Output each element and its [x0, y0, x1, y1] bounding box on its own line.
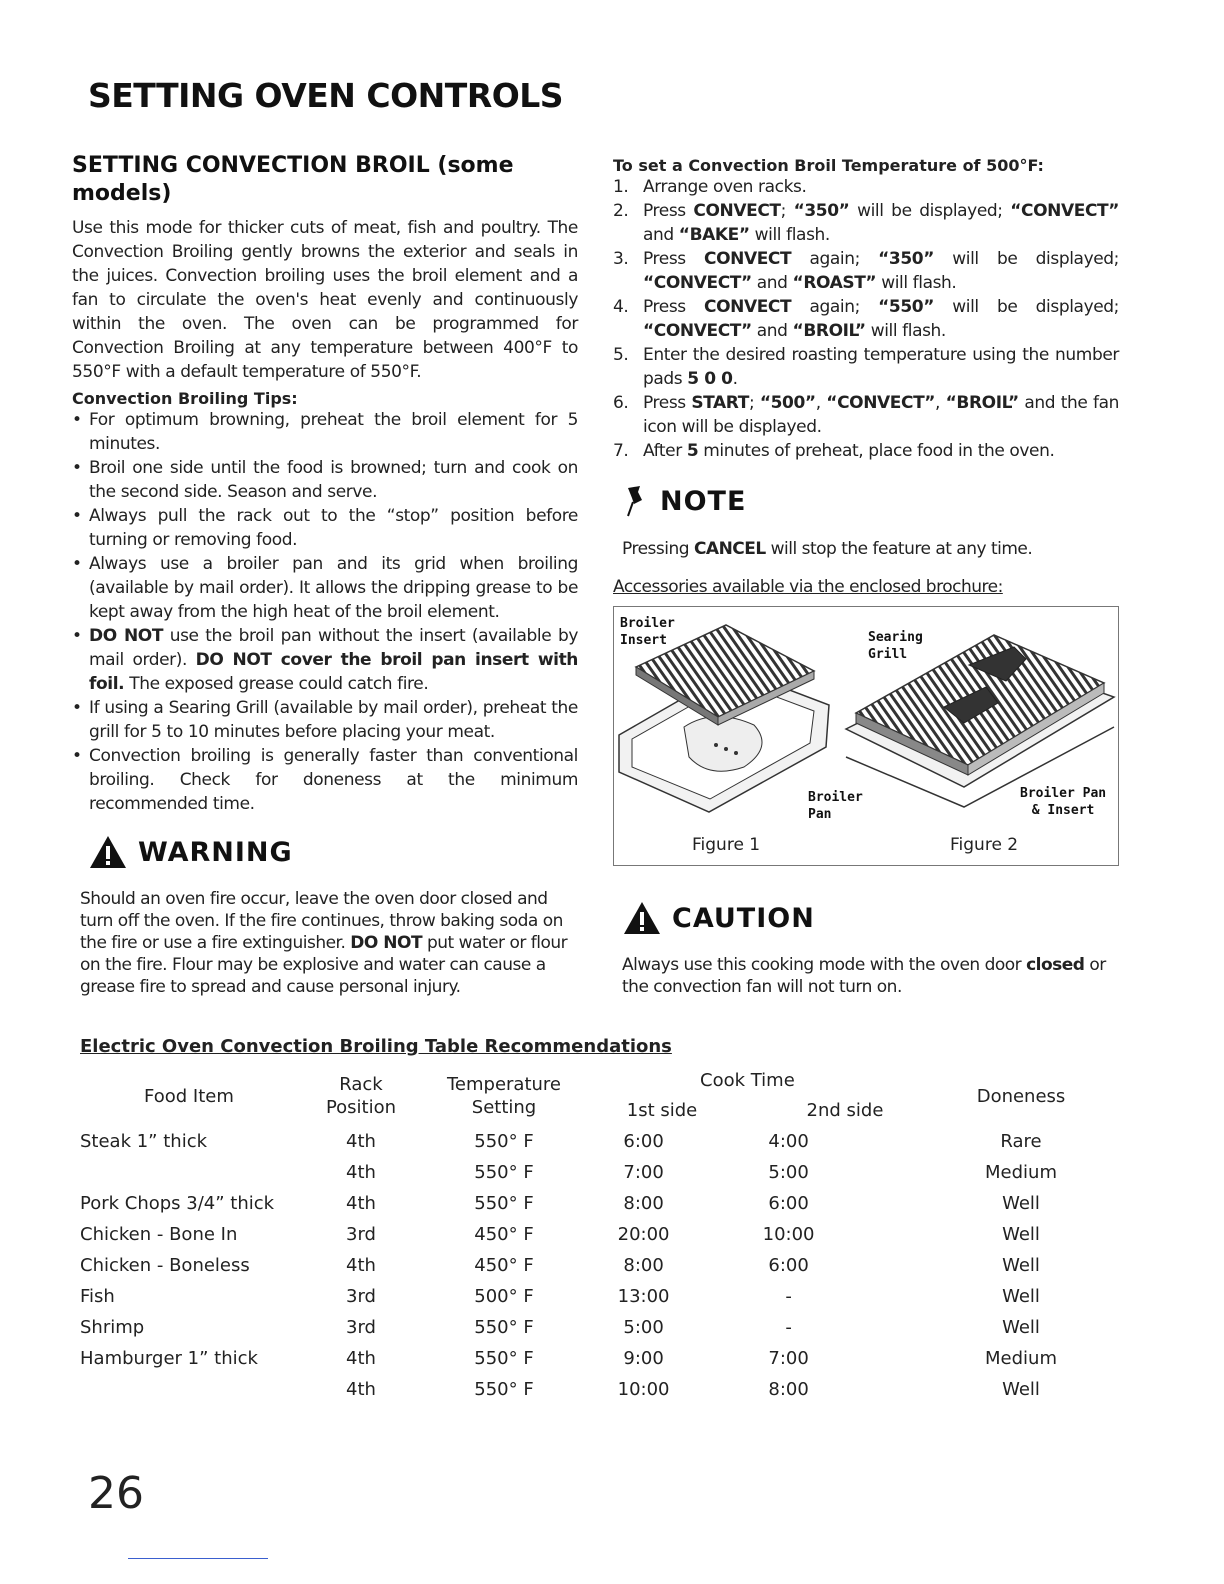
- table-cell: 10:00: [617, 1379, 670, 1400]
- caution-icon: [622, 900, 662, 936]
- table-cell: 550° F: [474, 1131, 534, 1152]
- label-broiler-pan-insert: Broiler Pan & Insert: [1020, 786, 1107, 818]
- table-cell: 550° F: [474, 1193, 534, 1214]
- steps-list: [613, 175, 1119, 463]
- table-cell: 4th: [346, 1193, 376, 1214]
- accessories-link[interactable]: Accessories available via the enclosed brochure:: [613, 577, 1003, 597]
- table-cell: -: [785, 1286, 792, 1307]
- table-body: [80, 1126, 1074, 1405]
- table-cell: 450° F: [474, 1224, 534, 1245]
- broiling-table: [80, 1066, 1074, 1405]
- table-cell: Well: [1002, 1286, 1040, 1307]
- table-cell: 500° F: [474, 1286, 534, 1307]
- page-title: SETTING OVEN CONTROLS: [88, 76, 564, 115]
- table-cell: 20:00: [617, 1224, 670, 1245]
- table-cell: 450° F: [474, 1255, 534, 1276]
- tip-item: • If using a Searing Grill (available by mail order), preheat the grill for 5 to 10 minutes before placing your meat.: [72, 698, 578, 742]
- table-cell: 7:00: [623, 1162, 664, 1183]
- step-item: 7. After 5 minutes of preheat, place food in the oven.: [613, 441, 1055, 461]
- intro-paragraph: Use this mode for thicker cuts of meat, fish and poultry. The Convection Broiling gently browns the exterior and seals in the juices. Convection broiling uses the broil element and a fan to circulate the oven's heat evenly and continuously within the oven. The oven can be programmed for Convection Broiling at any temperature between 400°F to 550°F with a default temperature of 550°F.: [72, 218, 578, 382]
- bottom-divider: [128, 1558, 268, 1559]
- table-title: Electric Oven Convection Broiling Table Recommendations: [80, 1036, 672, 1057]
- step-item: 6. Press START; “500”, “CONVECT”, “BROIL” and the fan icon will be displayed.: [613, 393, 1119, 437]
- table-cell: [80, 1157, 316, 1188]
- table-cell: Well: [1002, 1379, 1040, 1400]
- table-cell: 550° F: [474, 1379, 534, 1400]
- header-food: Food Item: [144, 1085, 234, 1107]
- table-cell: 3rd: [346, 1317, 376, 1338]
- table-row: [80, 1157, 1074, 1188]
- table-cell: Well: [1002, 1193, 1040, 1214]
- table-cell: [80, 1374, 316, 1405]
- table-cell: Medium: [985, 1162, 1057, 1183]
- table-cell: Rare: [1000, 1131, 1042, 1152]
- caution-title: CAUTION: [672, 902, 815, 934]
- warning-icon: [88, 834, 128, 870]
- table-cell: Hamburger 1” thick: [80, 1348, 258, 1369]
- table-cell: 4th: [346, 1255, 376, 1276]
- section-heading-convection-broil: SETTING CONVECTION BROIL (some models): [72, 153, 514, 206]
- table-cell: 10:00: [762, 1224, 815, 1245]
- tip-item: • Always use a broiler pan and its grid when broiling (available by mail order). It allows the dripping grease to be kept away from the high heat of the broil element.: [72, 554, 578, 622]
- right-column-steps: [613, 156, 1119, 463]
- table-cell: 6:00: [768, 1255, 809, 1276]
- figure-2-caption: Figure 2: [950, 835, 1019, 855]
- table-row: [80, 1374, 1074, 1405]
- warning-title: WARNING: [138, 836, 293, 868]
- table-cell: 3rd: [346, 1224, 376, 1245]
- bullet-icon: •: [72, 698, 82, 718]
- label-broiler-insert: Broiler Insert: [620, 616, 675, 648]
- table-cell: 6:00: [623, 1131, 664, 1152]
- table-row: [80, 1219, 1074, 1250]
- step-item: 1. Arrange oven racks.: [613, 177, 807, 197]
- table-cell: 4th: [346, 1131, 376, 1152]
- table-cell: 8:00: [768, 1379, 809, 1400]
- table-row: [80, 1343, 1074, 1374]
- table-cell: 9:00: [623, 1348, 664, 1369]
- bullet-icon: •: [72, 506, 82, 526]
- label-broiler-pan: Broiler Pan: [808, 790, 863, 822]
- table-cell: Pork Chops 3/4” thick: [80, 1193, 275, 1214]
- bullet-icon: •: [72, 626, 82, 646]
- table-cell: 4:00: [768, 1131, 809, 1152]
- table-cell: 5:00: [623, 1317, 664, 1338]
- page-number: 26: [88, 1468, 144, 1519]
- header-rack: Rack Position: [325, 1074, 397, 1118]
- tip-item: • Broil one side until the food is browned; turn and cook on the second side. Season and serve.: [72, 458, 578, 502]
- table-cell: -: [785, 1317, 792, 1338]
- table-row: [80, 1312, 1074, 1343]
- pushpin-icon: [622, 484, 650, 518]
- label-searing-grill: Searing Grill: [868, 630, 923, 662]
- caution-heading: [622, 900, 815, 936]
- note-heading: [622, 484, 746, 518]
- note-title: NOTE: [660, 485, 747, 517]
- step-item: 2. Press CONVECT; “350” will be displayed; “CONVECT” and “BAKE” will flash.: [613, 201, 1120, 245]
- table-cell: Chicken - Boneless: [80, 1255, 250, 1276]
- warning-text: Should an oven fire occur, leave the oven door closed and turn off the oven. If the fire continues, throw baking soda on the fire or use a fire extinguisher. DO NOT put water or flour on the fire. Flour may be explosive and water can cause a grease fire to spread and cause personal injury.: [80, 889, 568, 997]
- figure-1-caption: Figure 1: [692, 835, 761, 855]
- note-text: Pressing CANCEL will stop the feature at any time.: [622, 539, 1033, 559]
- table-cell: Medium: [985, 1348, 1057, 1369]
- bullet-icon: •: [72, 458, 82, 478]
- tips-title: Convection Broiling Tips:: [72, 389, 298, 408]
- header-doneness: Doneness: [976, 1085, 1066, 1107]
- tip-item: • Always pull the rack out to the “stop” position before turning or removing food.: [72, 506, 578, 550]
- table-cell: Well: [1002, 1224, 1040, 1245]
- tips-list: [72, 408, 578, 816]
- table-cell: 7:00: [768, 1348, 809, 1369]
- accessories-figure: [613, 606, 1119, 866]
- table-cell: 8:00: [623, 1255, 664, 1276]
- table-cell: 8:00: [623, 1193, 664, 1214]
- steps-title: To set a Convection Broil Temperature of 500°F:: [613, 156, 1044, 175]
- table-cell: 4th: [346, 1348, 376, 1369]
- table-cell: Shrimp: [80, 1317, 145, 1338]
- table-cell: 5:00: [768, 1162, 809, 1183]
- table-cell: 3rd: [346, 1286, 376, 1307]
- table-header-row: [80, 1066, 1074, 1126]
- table-row: [80, 1281, 1074, 1312]
- table-row: [80, 1126, 1074, 1157]
- table-cell: Chicken - Bone In: [80, 1224, 238, 1245]
- table-cell: 4th: [346, 1162, 376, 1183]
- table-cell: Steak 1” thick: [80, 1131, 208, 1152]
- warning-heading: [88, 834, 293, 870]
- table-cell: 550° F: [474, 1348, 534, 1369]
- bullet-icon: •: [72, 746, 82, 766]
- table-cell: 13:00: [617, 1286, 670, 1307]
- step-item: 4. Press CONVECT again; “550” will be displayed; “CONVECT” and “BROIL” will flash.: [613, 297, 1120, 341]
- left-column-body: [72, 216, 578, 816]
- table-cell: Well: [1002, 1317, 1040, 1338]
- table-cell: Well: [1002, 1255, 1040, 1276]
- tip-item: • Convection broiling is generally faster than conventional broiling. Check for doneness at the minimum recommended time.: [72, 746, 578, 814]
- accessories-illustration: [614, 607, 1118, 865]
- table-row: [80, 1250, 1074, 1281]
- table-cell: Fish: [80, 1286, 115, 1307]
- step-item: 3. Press CONVECT again; “350” will be displayed; “CONVECT” and “ROAST” will flash.: [613, 249, 1120, 293]
- table-cell: 550° F: [474, 1317, 534, 1338]
- step-item: 5. Enter the desired roasting temperature using the number pads 5 0 0.: [613, 345, 1119, 389]
- table-cell: 4th: [346, 1379, 376, 1400]
- table-cell: 550° F: [474, 1162, 534, 1183]
- tip-item: • For optimum browning, preheat the broil element for 5 minutes.: [72, 410, 578, 454]
- tip-item: • DO NOT use the broil pan without the insert (available by mail order). DO NOT cover the broil pan insert with foil. The exposed grease could catch fire.: [72, 626, 579, 694]
- header-cook-time: Cook Time 1st side 2nd side: [626, 1070, 884, 1121]
- header-temperature: Temperature Setting: [446, 1074, 562, 1118]
- table-cell: 6:00: [768, 1193, 809, 1214]
- bullet-icon: •: [72, 554, 82, 574]
- table-row: [80, 1188, 1074, 1219]
- caution-text: Always use this cooking mode with the oven door closed or the convection fan will not turn on.: [622, 955, 1106, 997]
- bullet-icon: •: [72, 410, 82, 430]
